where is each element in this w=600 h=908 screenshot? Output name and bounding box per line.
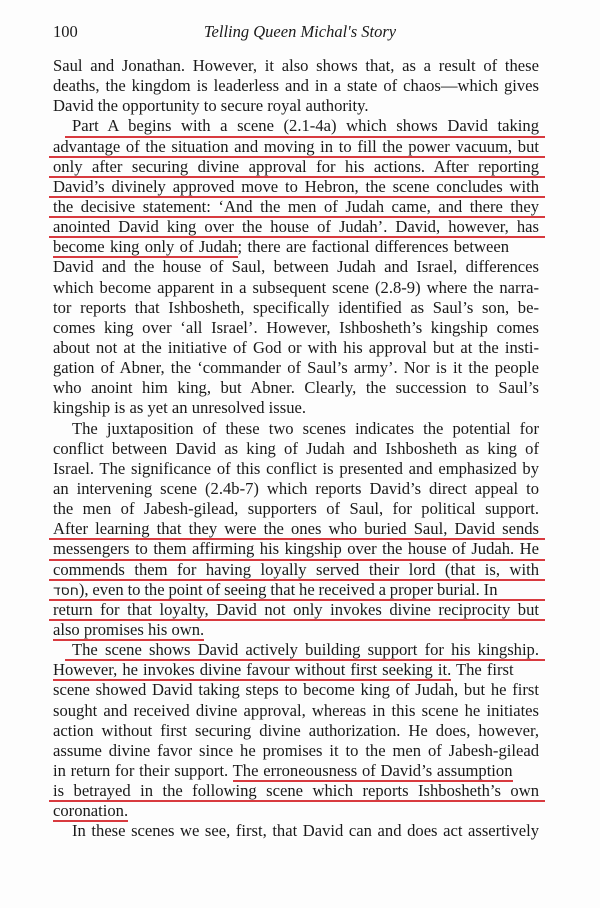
text-line-underlined <box>53 600 539 620</box>
text-line: The juxtaposition of these two scenes indicates the potential for <box>72 418 539 438</box>
text-line: who anoint him king, but Abner. Clearly, the succession to Saul’s <box>53 378 539 398</box>
line-text: anointed David king over the house of Judah’. David, however, has <box>53 217 539 237</box>
running-title: Telling Queen Michal's Story <box>203 22 397 41</box>
text-line-underlined <box>53 640 539 660</box>
text-line: Saul and Jonathan. However, it also shows that, as a result of these <box>53 56 539 75</box>
text-line: which become apparent in a subsequent scene (2.8-9) where the narra- <box>53 277 539 297</box>
text-line: gation of Abner, the ‘commander of Saul’s army’. Nor is it the people <box>53 358 539 378</box>
text-line <box>53 237 539 257</box>
line-text: advantage of the situation and moving in to fill the power vacuum, but <box>53 136 539 156</box>
text-line: sought and received divine approval, whereas in this scene he initiates <box>53 700 539 720</box>
text-line: David and the house of Saul, between Judah and Israel, differences <box>53 257 539 277</box>
text-line: about not at the initiative of God or with his approval but at the insti- <box>53 337 539 357</box>
text-line-underlined <box>53 539 539 559</box>
line-text: messengers to them affirming his kingship over the house of Judah. He <box>53 539 539 559</box>
body-text <box>53 56 539 841</box>
underlined-phrase: become king only of Judah <box>53 237 238 257</box>
underlined-phrase: coronation. <box>53 801 129 821</box>
text-line <box>53 620 539 640</box>
text-line-underlined <box>53 560 539 580</box>
line-text: ), even to the point of seeing that he received a proper burial. In <box>78 579 498 599</box>
text-line-underlined <box>53 116 539 136</box>
underlined-phrase: also promises his own. <box>53 619 205 639</box>
text-line: deaths, the kingdom is leaderless and in a state of chaos—which gives <box>53 76 539 96</box>
text-line <box>53 801 539 821</box>
line-text: David’s divinely approved move to Hebron, the scene concludes with <box>53 176 539 196</box>
line-text: is betrayed in the following scene which reports Ishbosheth’s own <box>53 781 539 801</box>
text-line: David the opportunity to secure royal authority. <box>53 96 369 116</box>
text-line-underlined <box>53 580 539 600</box>
text-line-underlined <box>53 217 539 237</box>
text-line: kingship is as yet an unresolved issue. <box>53 398 307 418</box>
line-text: Part A begins with a scene (2.1-4a) which shows David taking <box>72 116 539 136</box>
text-line: tor reports that Ishbosheth, specifically identified as Saul’s son, be- <box>53 297 539 317</box>
text-line: an intervening scene (2.4b-7) which reports David’s direct appeal to <box>53 478 539 498</box>
underlined-phrase: The erroneousness of David’s assumption <box>232 760 513 780</box>
text-line <box>53 761 539 781</box>
line-text: in return for their support. <box>53 760 233 780</box>
text-line: conflict between David as king of Judah and Ishbosheth as king of <box>53 438 539 458</box>
text-line-underlined <box>53 157 539 177</box>
underlined-phrase: However, he invokes divine favour without first seeking it. <box>53 660 452 680</box>
page-number: 100 <box>53 22 78 41</box>
line-text: only after securing divine approval for his actions. After reporting <box>53 156 539 176</box>
text-line-underlined <box>53 137 539 157</box>
text-line-underlined <box>53 519 539 539</box>
line-text: return for that loyalty, David not only invokes divine reciprocity but <box>53 599 539 619</box>
text-line-underlined <box>53 177 539 197</box>
text-line: In these scenes we see, first, that David can and does act assertively <box>72 821 539 841</box>
text-line: action without first securing divine authorization. He does, however, <box>53 720 539 740</box>
line-text: ; there are factional differences between <box>237 237 510 257</box>
line-text: After learning that they were the ones who buried Saul, David sends <box>53 519 539 539</box>
text-line: Israel. The significance of this conflict is presented and emphasized by <box>53 458 539 478</box>
line-text: The first <box>451 660 514 680</box>
text-line-underlined <box>53 781 539 801</box>
text-line: the men of Jabesh-gilead, supporters of Saul, for political support. <box>53 499 539 519</box>
text-line: scene showed David taking steps to become king of Judah, but he first <box>53 680 539 700</box>
text-line-underlined <box>53 197 539 217</box>
hebrew-word: חסד <box>53 582 79 599</box>
line-text: commends them for having loyally served their lord (that is, with <box>53 559 539 579</box>
text-line: assume divine favor since he promises it to the men of Jabesh-gilead <box>53 740 539 760</box>
text-line <box>53 660 539 680</box>
text-line: comes king over ‘all Israel’. However, Ishbosheth’s kingship comes <box>53 317 539 337</box>
line-text: the decisive statement: ‘And the men of Judah came, and there they <box>53 196 539 216</box>
line-text: The scene shows David actively building support for his kingship. <box>72 640 539 660</box>
